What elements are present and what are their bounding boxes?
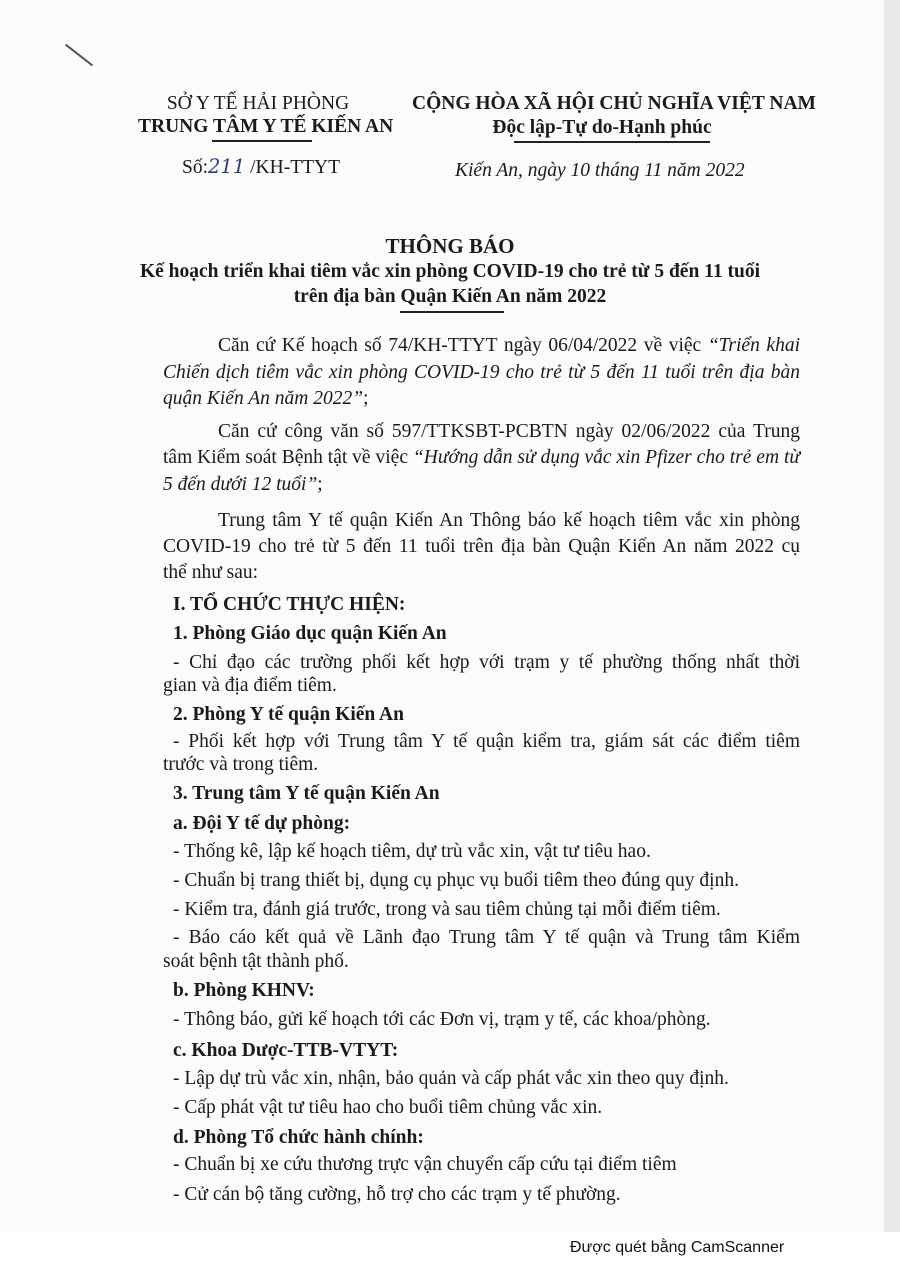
item-heading: b. Phòng KHNV: <box>173 980 315 1001</box>
org-underline <box>212 140 312 142</box>
body-line: gian và địa điểm tiêm. <box>163 675 337 696</box>
number-prefix: Số: <box>182 157 209 178</box>
body-line: - Chỉ đạo các trường phối kết hợp với trạm y tế phường thống nhất thời <box>173 652 800 673</box>
body-line: - Thông báo, gửi kế hoạch tới các Đơn vị, trạm y tế, các khoa/phòng. <box>173 1009 711 1030</box>
item-heading: d. Phòng Tổ chức hành chính: <box>173 1127 424 1148</box>
body-line: trước và trong tiêm. <box>163 754 319 775</box>
item-heading: a. Đội Y tế dự phòng: <box>173 813 351 834</box>
intro-p2-line: tâm Kiểm soát Bệnh tật về việc “Hướng dẫn sử dụng vắc xin Pfizer cho trẻ em từ <box>163 447 801 468</box>
intro-p1-line: Căn cứ Kế hoạch số 74/KH-TTYT ngày 06/04/2022 về việc “Triển khai <box>218 335 800 356</box>
body-line: - Cấp phát vật tư tiêu hao cho buổi tiêm chủng vắc xin. <box>173 1097 603 1118</box>
title-underline <box>400 311 504 313</box>
subsection-heading: 3. Trung tâm Y tế quận Kiến An <box>173 783 440 804</box>
intro-p2-line: 5 đến dưới 12 tuổi”; <box>163 474 323 495</box>
body-line: - Lập dự trù vắc xin, nhận, bảo quản và cấp phát vắc xin theo quy định. <box>173 1068 729 1089</box>
subsection-heading: 2. Phòng Y tế quận Kiến An <box>173 704 404 725</box>
org-name: TRUNG TÂM Y TẾ KIẾN AN <box>138 116 394 137</box>
body-line: - Cử cán bộ tăng cường, hỗ trợ cho các trạm y tế phường. <box>173 1184 621 1205</box>
intro-p1-line: quận Kiến An năm 2022”; <box>163 388 369 409</box>
motto: Độc lập-Tự do-Hạnh phúc <box>492 117 712 138</box>
page-edge <box>884 0 900 1232</box>
intro-p3-line: COVID-19 cho trẻ từ 5 đến 11 tuổi trên địa bàn Quận Kiến An năm 2022 cụ <box>163 536 800 557</box>
intro-p3-line: Trung tâm Y tế quận Kiến An Thông báo kế hoạch tiêm vắc xin phòng <box>218 510 800 531</box>
body-line: - Báo cáo kết quả về Lãnh đạo Trung tâm Y tế quận và Trung tâm Kiểm <box>173 927 800 948</box>
intro-p1-line: Chiến dịch tiêm vắc xin phòng COVID-19 cho trẻ từ 5 đến 11 tuổi trên địa bàn <box>163 362 800 383</box>
intro-p3-line: thể như sau: <box>163 562 259 583</box>
body-line: - Phối kết hợp với Trung tâm Y tế quận kiểm tra, giám sát các điểm tiêm <box>173 731 800 752</box>
doc-subtitle-1: Kế hoạch triển khai tiêm vắc xin phòng COVID-19 cho trẻ từ 5 đến 11 tuổi <box>139 261 760 282</box>
document-number <box>182 156 340 178</box>
org-parent: SỞ Y TẾ HẢI PHÒNG <box>166 93 350 114</box>
motto-underline <box>514 141 710 143</box>
intro-p2-line: Căn cứ công văn số 597/TTKSBT-PCBTN ngày 02/06/2022 của Trung <box>218 421 800 442</box>
item-heading: c. Khoa Dược-TTB-VTYT: <box>173 1040 399 1061</box>
doc-title: THÔNG BÁO <box>385 234 515 258</box>
camscanner-footer: Được quét bằng CamScanner <box>570 1239 785 1256</box>
body-line: soát bệnh tật thành phố. <box>163 951 349 972</box>
number-handwritten: 211 <box>208 155 246 178</box>
subsection-heading: 1. Phòng Giáo dục quận Kiến An <box>173 623 447 644</box>
body-line: - Chuẩn bị trang thiết bị, dụng cụ phục vụ buổi tiêm theo đúng quy định. <box>173 870 739 891</box>
body-line: - Thống kê, lập kế hoạch tiêm, dự trù vắc xin, vật tư tiêu hao. <box>173 841 651 862</box>
body-line: - Chuẩn bị xe cứu thương trực vận chuyển cấp cứu tại điểm tiêm <box>173 1154 677 1175</box>
place-date: Kiến An, ngày 10 tháng 11 năm 2022 <box>455 160 745 181</box>
number-suffix: /KH-TTYT <box>250 157 341 178</box>
section-heading: I. TỔ CHỨC THỰC HIỆN: <box>173 594 406 615</box>
country-name: CỘNG HÒA XÃ HỘI CHỦ NGHĨA VIỆT NAM <box>412 93 816 114</box>
doc-subtitle-2: trên địa bàn Quận Kiến An năm 2022 <box>293 286 607 307</box>
body-line: - Kiểm tra, đánh giá trước, trong và sau tiêm chủng tại mỗi điểm tiêm. <box>173 899 721 920</box>
